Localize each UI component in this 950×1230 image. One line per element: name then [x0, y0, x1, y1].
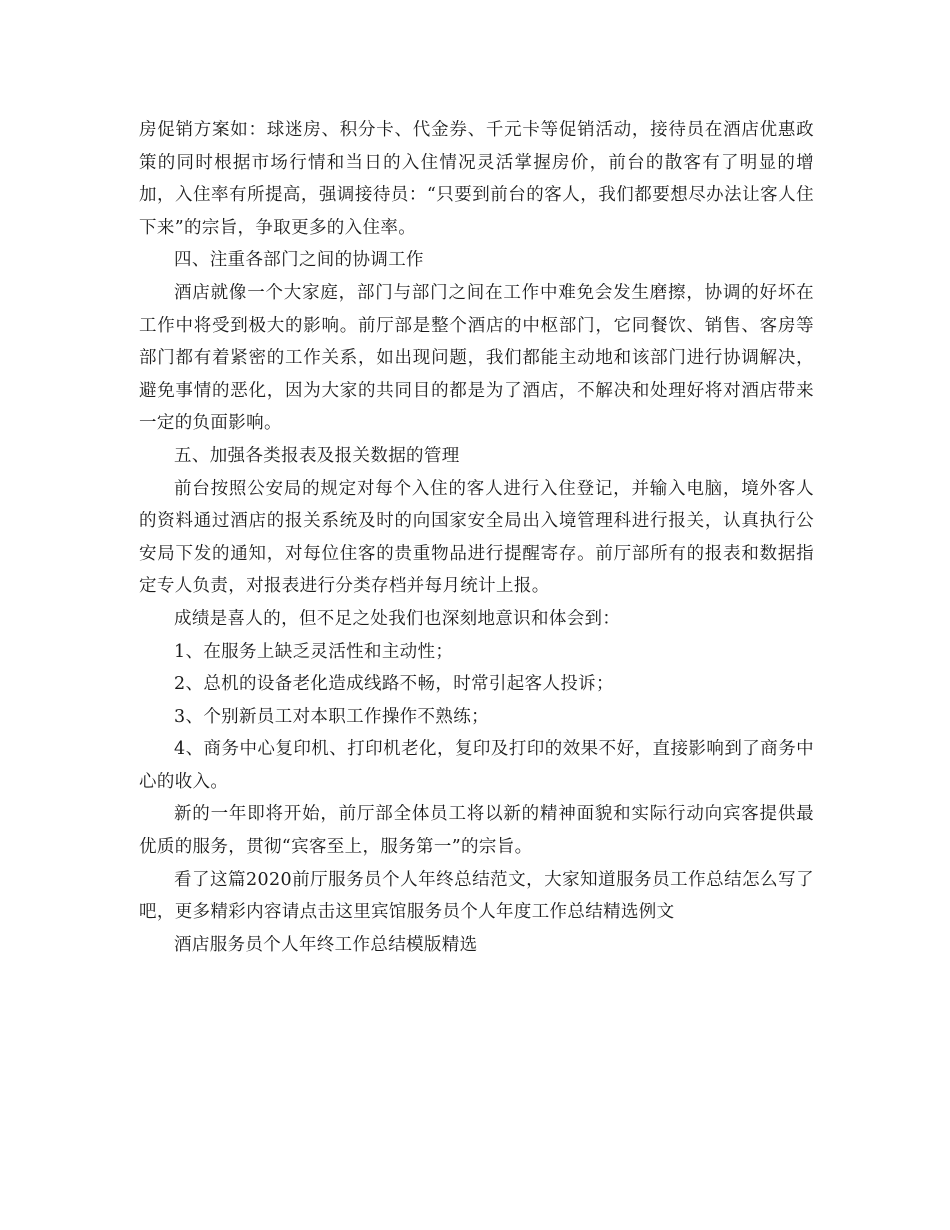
- list-item: 2、总机的设备老化造成线路不畅，时常引起客人投诉；: [174, 674, 614, 695]
- paragraph: 房促销方案如：球迷房、积分卡、代金券、千元卡等促销活动，接待员在酒店优惠政策的同时根据市场行情和当日的入住情况灵活掌握房价，前台的散客有了明显的增加，入住率有所提高，强调接待员：“只要到前台的客人，我们都要想尽办法让客人住下来”的宗旨，争取更多的入住率。: [139, 120, 814, 238]
- section-heading: 五、加强各类报表及报关数据的管理: [174, 445, 460, 466]
- paragraph: 看了这篇2020前厅服务员个人年终总结范文，大家知道服务员工作总结怎么写了吧，更多精彩内容请点击这里宾馆服务员个人年度工作总结精选例文: [139, 869, 814, 923]
- paragraph: 前台按照公安局的规定对每个入住的客人进行入住登记，并输入电脑，境外客人的资料通过酒店的报关系统及时的向国家安全局出入境管理科进行报关，认真执行公安局下发的通知，对每位住客的贵重物品进行提醒寄存。前厅部所有的报表和数据指定专人负责，对报表进行分类存档并每月统计上报。: [139, 478, 814, 597]
- related-article-title: 酒店服务员个人年终工作总结模版精选: [174, 934, 478, 955]
- list-item: 4、商务中心复印机、打印机老化，复印及打印的效果不好，直接影响到了商务中心的收入。: [139, 739, 814, 792]
- list-item: 1、在服务上缺乏灵活性和主动性；: [174, 641, 454, 662]
- list-item: 3、个别新员工对本职工作操作不熟练；: [174, 706, 489, 727]
- paragraph: 酒店就像一个大家庭，部门与部门之间在工作中难免会发生磨擦，协调的好坏在工作中将受到极大的影响。前厅部是整个酒店的中枢部门，它同餐饮、销售、客房等部门都有着紧密的工作关系，如出现问题，我们都能主动地和该部门进行协调解决，避免事情的恶化，因为大家的共同目的都是为了酒店，不解决和处理好将对酒店带来一定的负面影响。: [139, 282, 814, 434]
- paragraph: 成绩是喜人的，但不足之处我们也深刻地意识和体会到：: [174, 608, 621, 629]
- paragraph: 新的一年即将开始，前厅部全体员工将以新的精神面貌和实际行动向宾客提供最优质的服务，贯彻“宾客至上，服务第一”的宗旨。: [139, 804, 814, 858]
- document-body: [139, 114, 814, 961]
- section-heading: 四、注重各部门之间的协调工作: [174, 250, 424, 271]
